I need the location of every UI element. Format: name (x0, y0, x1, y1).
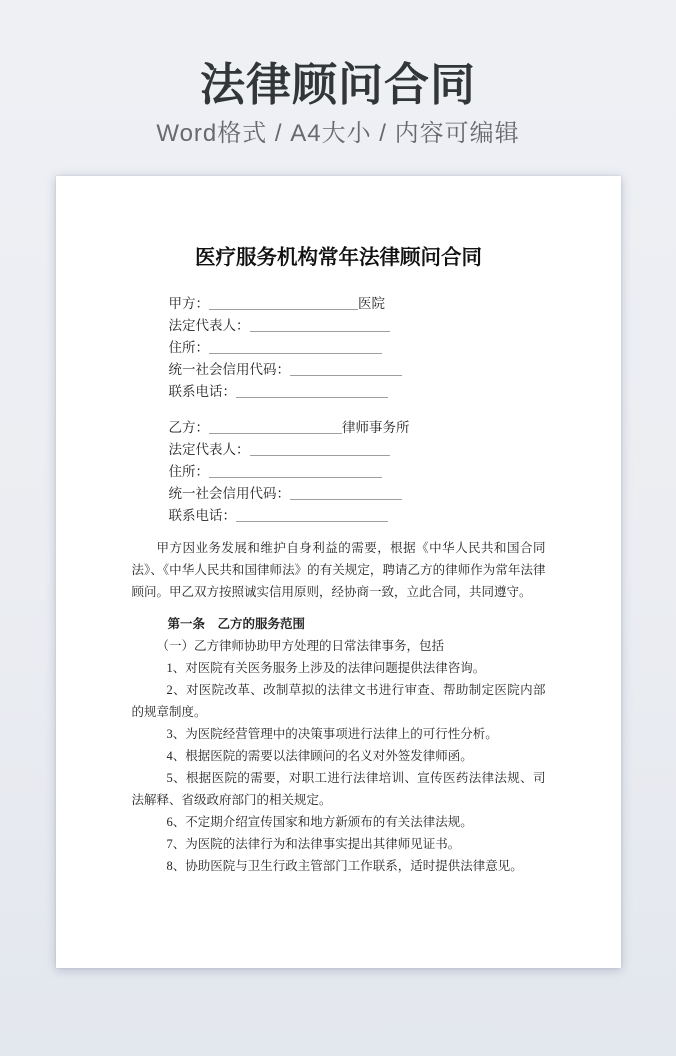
field-row-party-a-address (132, 337, 546, 359)
field-row-party-b-name (132, 417, 546, 439)
section-1-subheading: （一）乙方律师协助甲方处理的日常法律事务，包括 (156, 639, 445, 653)
blank-underline (209, 421, 342, 434)
header (0, 0, 676, 149)
contract-item-4: 4、根据医院的需要以法律顾问的名义对外签发律师函。 (166, 749, 473, 763)
field-label: 联系电话： (168, 384, 236, 399)
page-subtitle: Word格式 / A4大小 / 内容可编辑 (156, 120, 520, 147)
contract-item-7: 7、为医院的法律行为和法律事实提出其律师见证书。 (166, 837, 461, 851)
field-row-party-a-credit-code (132, 359, 546, 381)
contract-item-8: 8、协助医院与卫生行政主管部门工作联系，适时提供法律意见。 (166, 859, 523, 873)
field-label: 乙方： (168, 420, 209, 435)
field-label: 联系电话： (168, 508, 236, 523)
document-body (132, 537, 546, 877)
field-label: 法定代表人： (168, 442, 250, 457)
section-1-heading: 第一条 乙方的服务范围 (167, 617, 306, 631)
field-suffix: 律师事务所 (342, 420, 410, 435)
field-label: 住所： (168, 464, 209, 479)
field-label: 法定代表人： (168, 318, 250, 333)
blank-underline (250, 319, 390, 332)
blank-underline (209, 297, 358, 310)
field-row-party-a-name (132, 293, 546, 315)
field-row-party-b-address (132, 461, 546, 483)
party-b-block (132, 417, 546, 527)
field-row-party-a-phone (132, 381, 546, 403)
blank-underline (236, 509, 388, 522)
field-row-party-b-credit-code (132, 483, 546, 505)
blank-underline (209, 341, 382, 354)
contract-item-5: 5、根据医院的需要，对职工进行法律培训、宣传医药法律法规、司法解释、省级政府部门的相关规定。 (131, 771, 546, 807)
blank-underline (209, 465, 382, 478)
document-page (56, 176, 621, 968)
blank-underline (250, 443, 390, 456)
contract-item-6: 6、不定期介绍宣传国家和地方新颁布的有关法律法规。 (166, 815, 473, 829)
field-label: 统一社会信用代码： (168, 362, 290, 377)
intro-paragraph: 甲方因业务发展和维护自身利益的需要，根据《中华人民共和国合同法》、《中华人民共和国律师法》的有关规定，聘请乙方的律师作为常年法律顾问。甲乙双方按照诚实信用原则，经协商一致，立此合同，共同遵守。 (131, 541, 546, 599)
contract-item-2: 2、对医院改革、改制草拟的法律文书进行审查、帮助制定医院内部的规章制度。 (131, 683, 546, 719)
field-label: 住所： (168, 340, 209, 355)
contract-item-3: 3、为医院经营管理中的决策事项进行法律上的可行性分析。 (166, 727, 498, 741)
field-row-party-a-representative (132, 315, 546, 337)
blank-underline (290, 363, 402, 376)
blank-underline (236, 385, 388, 398)
field-label: 统一社会信用代码： (168, 486, 290, 501)
blank-underline (290, 487, 402, 500)
field-label: 甲方： (168, 296, 209, 311)
field-suffix: 医院 (358, 296, 385, 311)
party-a-block (132, 293, 546, 403)
document-title: 医疗服务机构常年法律顾问合同 (195, 247, 482, 269)
contract-item-1: 1、对医院有关医务服务上涉及的法律问题提供法律咨询。 (166, 661, 486, 675)
field-row-party-b-phone (132, 505, 546, 527)
field-row-party-b-representative (132, 439, 546, 461)
page-title: 法律顾问合同 (199, 59, 476, 110)
